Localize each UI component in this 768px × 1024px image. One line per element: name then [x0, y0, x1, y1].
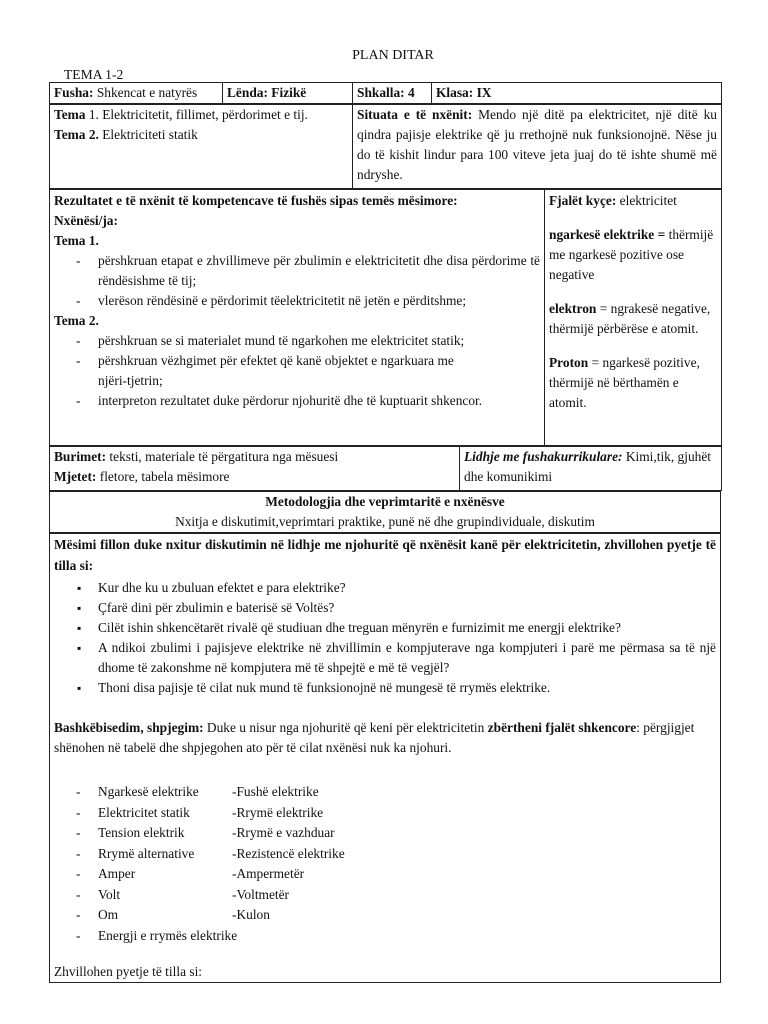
- mesimi-table: [49, 533, 721, 983]
- tema1-outcomes: [54, 251, 540, 311]
- questions-list: [54, 578, 716, 698]
- outcome-item: - përshkruan se si materialet mund të ngarkohen me elektricitet statik;: [54, 331, 540, 351]
- bashkebisedim-paragraph: Bashkëbisedim, shpjegim: Duke u nisur nga njohuritë që keni për elektricitetin zbërtheni fjalët shkencore: përgjigjet shënohen në tabelë dhe shpjegohen ato për të cilat nxënësi nuk ka njohuri.: [54, 720, 695, 755]
- term-item: - Om -Kulon: [54, 905, 716, 926]
- burimet-table: [49, 446, 722, 491]
- klasa-cell: Klasa: IX: [432, 83, 722, 104]
- burimet-cell: Burimet: teksti, materiale të përgatitura nga mësuesi Mjetet: fletore, tabela mësimore: [50, 447, 460, 491]
- term-item: - Energji e rrymës elektrike: [54, 926, 716, 947]
- shkalla-cell: Shkalla: 4: [353, 83, 432, 104]
- metodologjia-cell: Metodologjia dhe veprimtaritë e nxënësve Nxitja e diskutimit,veprimtari praktike, punë në dhe grupindividuale, diskutim: [50, 492, 721, 533]
- terms-list: [54, 782, 716, 946]
- question-item: ▪ Thoni disa pajisje të cilat nuk mund të funksionojnë në mungesë të rrymës elektrike.: [54, 678, 716, 698]
- outcome-item: - vlerëson rëndësinë e përdorimit tëelektricitetit në jetën e përditshme;: [54, 291, 540, 311]
- tema-heading: TEMA 1-2: [64, 67, 124, 82]
- page-title: PLAN DITAR: [352, 48, 434, 63]
- mesimi-intro: Mësimi fillon duke nxitur diskutimin në lidhje me njohuritë që nxënësit kanë për elektricitetin, zhvillohen pyetje të tilla si:: [54, 537, 716, 573]
- rezultatet-table: [49, 189, 722, 446]
- term-item: - Ngarkesë elektrike -Fushë elektrike: [54, 782, 716, 803]
- temat-cell: Tema 1. Elektricitetit, fillimet, përdorimet e tij. Tema 2. Elektriciteti statik: [50, 105, 353, 189]
- question-item: ▪ A ndikoi zbulimi i pajisjeve elektrike në zhvillimin e kompjuterave nga kompjuteri i parë me përmasa sa të një dhome të zakonshme në kompjutera më të shpejtë e më të vegjël?: [54, 638, 716, 678]
- term-item: - Volt -Voltmetër: [54, 885, 716, 906]
- metodologjia-table: [49, 491, 721, 533]
- tema2-outcomes: [54, 331, 540, 411]
- tema-situata-table: [49, 104, 722, 189]
- rezultatet-cell: Rezultatet e të nxënit të kompetencave të fushës sipas temës mësimore: Nxënësi/ja: Tema 1. - përshkruan etapat e zhvillimeve për zbulimin e elektricitetit dhe disa përdorime të rëndësishme të tij; - vlerëson rëndësinë e përdorimit tëelektricitetit në jetën e përditshme; Tema 2. - përshkruan se si materialet mund të ngarkohen me elektricitet statik; - përshkruan vëzhgimet për efektet që kanë objektet e ngarkuara me njëri-tjetrin; - interpreton rezultatet duke përdorur njohuritë dhe të kuptuarit shkencor.: [50, 190, 545, 446]
- outcome-item: - përshkruan etapat e zhvillimeve për zbulimin e elektricitetit dhe disa përdorime të rëndësishme të tij;: [54, 251, 540, 291]
- question-item: ▪ Cilët ishin shkencëtarët rivalë që studiuan dhe treguan mënyrën e furnizimit me energji elektrike?: [54, 618, 716, 638]
- lesson-plan-sheet: [49, 82, 721, 983]
- mesimi-cell: [50, 534, 721, 983]
- header-table: [49, 82, 722, 104]
- fusha-cell: Fusha: Shkencat e natyrës: [50, 83, 223, 104]
- situata-cell: Situata e të nxënit: Mendo një ditë pa elektricitet, një ditë ku qindra pajisje elektrike që ju rrethojnë nuk funksionojnë. Nëse ju do të kishit lindur para 100 viteve jeta juaj do të ishte shumë më ndryshe.: [353, 105, 722, 189]
- fjalet-kyce-cell: Fjalët kyçe: elektricitet ngarkesë elektrike = thërmijë me ngarkesë pozitive ose negative elektron = ngrakesë negative, thërmijë përbërëse e atomit. Proton = ngarkesë pozitive, thërmijë në bërthamën e atomit.: [545, 190, 722, 446]
- question-item: ▪ Kur dhe ku u zbuluan efektet e para elektrike?: [54, 578, 716, 598]
- term-item: - Elektricitet statik -Rrymë elektrike: [54, 803, 716, 824]
- term-item: - Rrymë alternative -Rezistencë elektrike: [54, 844, 716, 865]
- lidhje-cell: Lidhje me fushakurrikulare: Kimi,tik, gjuhët dhe komunikimi: [460, 447, 722, 491]
- outcome-item: - përshkruan vëzhgimet për efektet që kanë objektet e ngarkuara me njëri-tjetrin;: [54, 351, 540, 391]
- lenda-cell: Lënda: Fizikë: [223, 83, 353, 104]
- term-item: - Tension elektrik -Rrymë e vazhduar: [54, 823, 716, 844]
- closing-line: Zhvillohen pyetje të tilla si:: [54, 964, 203, 979]
- question-item: ▪ Çfarë dini për zbulimin e baterisë së Voltës?: [54, 598, 716, 618]
- term-item: - Amper -Ampermetër: [54, 864, 716, 885]
- outcome-item: - interpreton rezultatet duke përdorur njohuritë dhe të kuptuarit shkencor.: [54, 391, 540, 411]
